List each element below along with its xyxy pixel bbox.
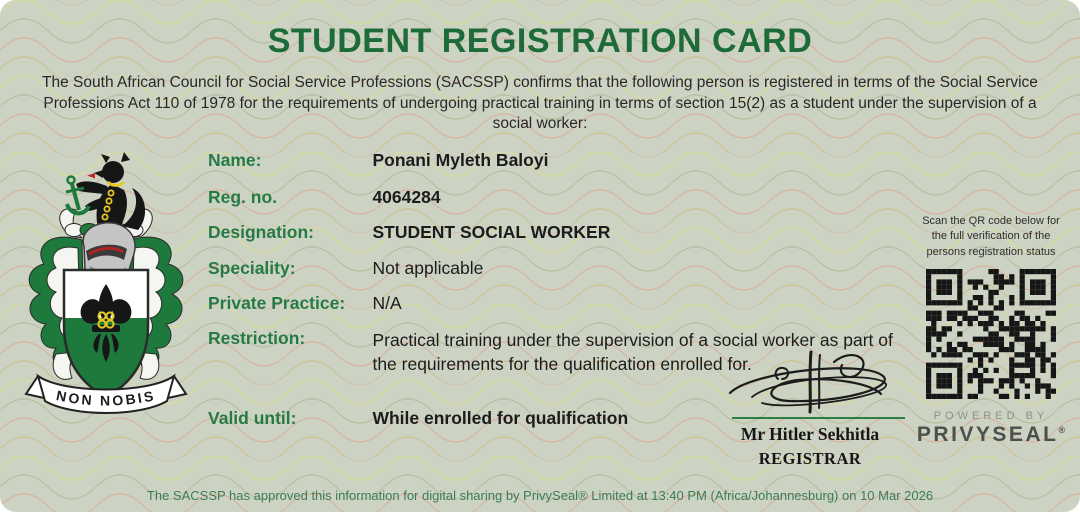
sacssp-crest — [10, 140, 202, 418]
intro-paragraph: The South African Council for Social Service Professions (SACSSP) confirms that the following person is registered in terms of the Social Service Professions Act 110 of 1978 for the requirements of undergoing practical training in terms of section 15(2) as a student under the supervision of a social worker: — [42, 74, 1038, 133]
field-row-speciality — [208, 258, 483, 279]
lion-icon — [66, 152, 145, 230]
field-value-valid-until: While enrolled for qualification — [372, 408, 629, 428]
field-row-reg-no — [208, 187, 441, 208]
registrar-name: Mr Hitler Sekhitla — [740, 424, 880, 444]
field-value-private-practice: N/A — [372, 293, 402, 313]
signature-rule — [732, 417, 905, 419]
qr-code — [926, 269, 1056, 399]
qr-instruction: Scan the QR code below for the full verification of the persons registration status — [922, 215, 1060, 258]
field-value-reg-no: 4064284 — [372, 187, 441, 207]
field-row-name — [208, 150, 548, 171]
field-label-speciality: Speciality: — [208, 258, 296, 278]
shield-icon — [64, 270, 148, 396]
signature-image — [718, 349, 908, 415]
motto-text: NON NOBIS — [54, 387, 158, 409]
field-value-restriction: Practical training under the supervision of a social worker as part of the requirements for the qualification enrolled for. — [372, 330, 893, 375]
privyseal-wordmark: PRIVYSEAL — [916, 423, 1059, 447]
field-value-designation: STUDENT SOCIAL WORKER — [372, 222, 611, 242]
field-value-speciality: Not applicable — [372, 258, 484, 278]
registered-mark: ® — [1058, 425, 1066, 436]
field-label-private-practice: Private Practice: — [208, 293, 346, 313]
registrar-title: REGISTRAR — [758, 449, 862, 468]
field-row-private-practice — [208, 293, 402, 314]
field-label-reg-no: Reg. no. — [208, 187, 278, 207]
qr-verification-block — [916, 214, 1066, 447]
field-label-restriction: Restriction: — [208, 328, 306, 348]
field-label-designation: Designation: — [208, 222, 314, 242]
field-row-valid-until — [208, 408, 628, 429]
field-label-name: Name: — [208, 150, 262, 170]
field-label-valid-until: Valid until: — [208, 408, 297, 428]
page-title: STUDENT REGISTRATION CARD — [267, 22, 813, 60]
powered-by-label: POWERED BY — [933, 410, 1049, 423]
field-row-designation — [208, 222, 610, 243]
approval-footer: The SACSSP has approved this information for digital sharing by PrivySeal® Limited at 13:40 PM (Africa/Johannesburg) on 10 Mar 2026 — [146, 488, 934, 503]
privyseal-logo — [916, 423, 1066, 447]
field-value-name: Ponani Myleth Baloyi — [372, 150, 549, 170]
